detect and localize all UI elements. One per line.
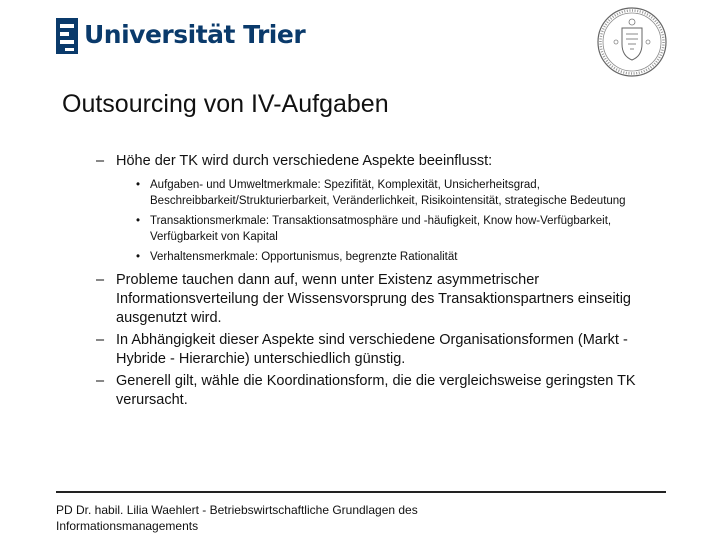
sub-bullet-text: Transaktionsmerkmale: Transaktionsatmosphäre und -häufigkeit, Know how-Verfügbarkeit, Verfügbarkeit von Kapital bbox=[150, 215, 612, 243]
bullet-item bbox=[96, 331, 666, 369]
university-seal-icon bbox=[596, 6, 668, 78]
sub-bullet-text: Aufgaben- und Umweltmerkmale: Spezifität, Komplexität, Unsicherheitsgrad, Beschreibbarkeit/Strukturierbarkeit, Veränderlichkeit, Risikointensität, strategische Bedeutung bbox=[150, 179, 626, 207]
bullet-item bbox=[96, 152, 666, 265]
bullet-text: Probleme tauchen dann auf, wenn unter Existenz asymmetrischer Informationsverteilung der Wissensvorsprung des Transaktionspartners einseitig ausgenutzt wird. bbox=[116, 272, 631, 326]
sub-bullet-list bbox=[134, 177, 666, 265]
sub-bullet-item bbox=[134, 177, 666, 209]
dot-marker: • bbox=[136, 179, 141, 191]
sub-bullet-text: Verhaltensmerkmale: Opportunismus, begrenzte Rationalität bbox=[150, 251, 458, 263]
footer-divider bbox=[56, 491, 666, 493]
dot-marker: • bbox=[136, 215, 141, 227]
university-logo-mark-icon bbox=[56, 18, 78, 54]
bullet-item bbox=[96, 271, 666, 328]
bullet-text: Generell gilt, wähle die Koordinationsform, die die vergleichsweise geringsten TK verursacht. bbox=[116, 373, 636, 408]
university-name: Universität Trier bbox=[84, 20, 306, 49]
dot-marker: • bbox=[136, 251, 141, 263]
bullet-text: In Abhängigkeit dieser Aspekte sind verschiedene Organisationsformen (Markt - Hybride - Hierarchie) unterschiedlich günstig. bbox=[116, 332, 628, 367]
footer-text: PD Dr. habil. Lilia Waehlert - Betriebswirtschaftliche Grundlagen des Informationsmanagements bbox=[56, 503, 418, 533]
dash-marker: – bbox=[96, 373, 105, 389]
sub-bullet-item bbox=[134, 249, 666, 265]
dash-marker: – bbox=[96, 272, 105, 288]
slide-content bbox=[96, 152, 666, 413]
bullet-item bbox=[96, 372, 666, 410]
dash-marker: – bbox=[96, 153, 105, 169]
university-logo bbox=[56, 18, 306, 58]
bullet-text: Höhe der TK wird durch verschiedene Aspekte beeinflusst: bbox=[116, 153, 493, 169]
dash-marker: – bbox=[96, 332, 105, 348]
slide-title: Outsourcing von IV-Aufgaben bbox=[62, 90, 389, 118]
sub-bullet-item bbox=[134, 213, 666, 245]
bullet-list bbox=[96, 152, 666, 410]
